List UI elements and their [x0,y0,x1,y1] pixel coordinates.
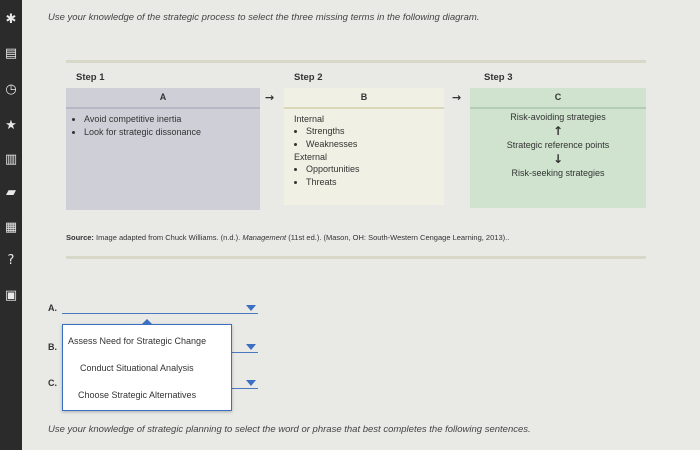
step3-body [470,109,646,208]
left-sidebar [0,0,22,450]
book-icon[interactable]: ▥ [4,152,18,167]
dropdown-a[interactable] [62,313,258,314]
help-icon[interactable]: ? [7,253,15,268]
dropdown-menu [62,324,232,411]
internal-label: Internal [294,114,325,124]
notes-icon[interactable]: ▣ [4,288,18,303]
step1-bullet: • Avoid competitive inertia [84,114,260,124]
risk-avoiding-text: Risk-avoiding strategies [510,112,606,122]
source-citation [66,233,509,242]
menu-pointer-icon [141,319,153,325]
calculator-icon[interactable]: ▦ [4,220,18,235]
step2-header: B [284,88,444,109]
graduation-icon[interactable]: ▰ [6,185,16,200]
dropdown-b-caret-icon[interactable] [246,344,256,350]
answer-letter-a: A. [48,303,57,313]
step3-header: C [470,88,646,109]
down-arrow-icon: ↓ [552,152,564,166]
arrow-right-icon: → [452,91,462,104]
answer-letter-b: B. [48,342,57,352]
bottom-instructions: Use your knowledge of strategic planning to select the word or phrase that best completes the following sentences. [48,424,531,435]
top-instructions: Use your knowledge of the strategic process to select the three missing terms in the following diagram. [48,12,480,23]
dropdown-b[interactable] [232,352,258,353]
external-item: • Opportunities [306,164,444,174]
divider-top [66,60,646,63]
option-strategic-alternatives[interactable]: Choose Strategic Alternatives [78,390,197,400]
step2-label: Step 2 [294,72,323,83]
step1-body [66,109,260,210]
document-icon[interactable]: ▤ [4,46,18,61]
clock-icon[interactable]: ◷ [5,82,17,97]
source-title: Management [242,233,287,242]
option-situational-analysis[interactable]: Conduct Situational Analysis [80,363,194,373]
internal-item: • Strengths [306,126,444,136]
step1-label: Step 1 [76,72,105,83]
step1-bullet: • Look for strategic dissonance [84,127,260,137]
star-icon[interactable]: ✱ [5,12,17,27]
bookmark-star-icon[interactable]: ★ [5,118,17,133]
source-text: Image adapted from Chuck Williams. (n.d.). [93,233,243,242]
source-suffix: (11st ed.). (Mason, OH: South-Western Cengage Learning, 2013).. [286,233,510,242]
up-arrow-icon: ↑ [552,124,564,138]
step3-label: Step 3 [484,72,513,83]
answer-letter-c: C. [48,378,57,388]
external-label: External [294,152,328,162]
dropdown-a-caret-icon[interactable] [246,305,256,311]
risk-seeking-text: Risk-seeking strategies [511,168,605,178]
internal-item: • Weaknesses [306,139,444,149]
step1-header: A [66,88,260,109]
strategic-reference-text: Strategic reference points [506,140,610,150]
option-assess-need[interactable]: Assess Need for Strategic Change [68,336,207,346]
source-prefix: Source: [66,233,94,242]
arrow-right-icon: → [265,91,275,104]
dropdown-c[interactable] [232,388,258,389]
step2-body [284,109,444,205]
divider-bottom [66,256,646,259]
dropdown-c-caret-icon[interactable] [246,380,256,386]
external-item: • Threats [306,177,444,187]
